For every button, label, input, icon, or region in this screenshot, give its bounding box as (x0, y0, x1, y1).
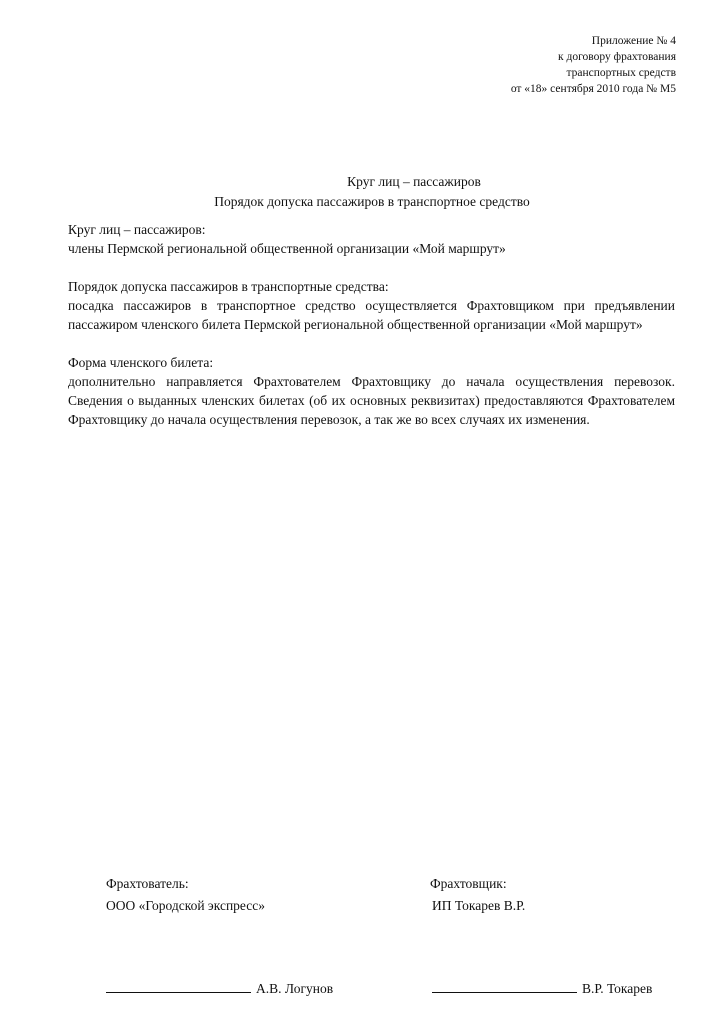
signature-blank (106, 978, 251, 993)
signature-blank (432, 978, 577, 993)
carrier-role: Фрахтовщик: (430, 876, 507, 891)
signature-block-charterer (106, 873, 265, 917)
signature-line-charterer (106, 978, 333, 999)
charterer-org: ООО «Городской экспресс» (106, 898, 265, 913)
carrier-org: ИП Токарев В.Р. (432, 898, 526, 913)
appendix-contract-ref: к договору фрахтования (558, 51, 676, 63)
appendix-contract-date: от «18» сентября 2010 года № М5 (510, 83, 676, 95)
section-text: дополнительно направляется Фрахтователем Фрахтовщику до начала осуществления перевозок. Сведения о выданных членских билетах (об их основных реквизитах) предоставляются Фрахтователем Фрахтовщику до начала осуществления перевозок, а так же во всех случаях их изменения. (68, 374, 675, 427)
charterer-signer: А.В. Логунов (256, 981, 334, 996)
section-text: члены Пермской региональной общественной организации «Мой маршрут» (68, 241, 506, 256)
document-subtitle: Порядок допуска пассажиров в транспортное средство (214, 194, 530, 209)
document-title: Круг лиц – пассажиров (347, 174, 481, 189)
section-text: посадка пассажиров в транспортное средство осуществляется Фрахтовщиком при предъявлении пассажиром членского билета Пермской региональной общественной организации «Мой маршрут» (68, 298, 675, 332)
appendix-contract-subject: транспортных средств (566, 67, 676, 79)
signature-block-carrier (430, 873, 525, 917)
section-ticket-form (68, 353, 675, 429)
document-body (68, 220, 675, 448)
document-titles (0, 172, 728, 212)
charterer-role: Фрахтователь: (106, 876, 189, 891)
section-admission (68, 277, 675, 334)
signature-line-carrier (432, 978, 652, 999)
appendix-header (511, 33, 676, 97)
section-heading: Порядок допуска пассажиров в транспортные средства: (68, 279, 389, 294)
appendix-number: Приложение № 4 (591, 35, 676, 47)
section-heading: Круг лиц – пассажиров: (68, 222, 206, 237)
carrier-signer: В.Р. Токарев (582, 981, 653, 996)
section-passengers (68, 220, 675, 258)
section-heading: Форма членского билета: (68, 355, 214, 370)
